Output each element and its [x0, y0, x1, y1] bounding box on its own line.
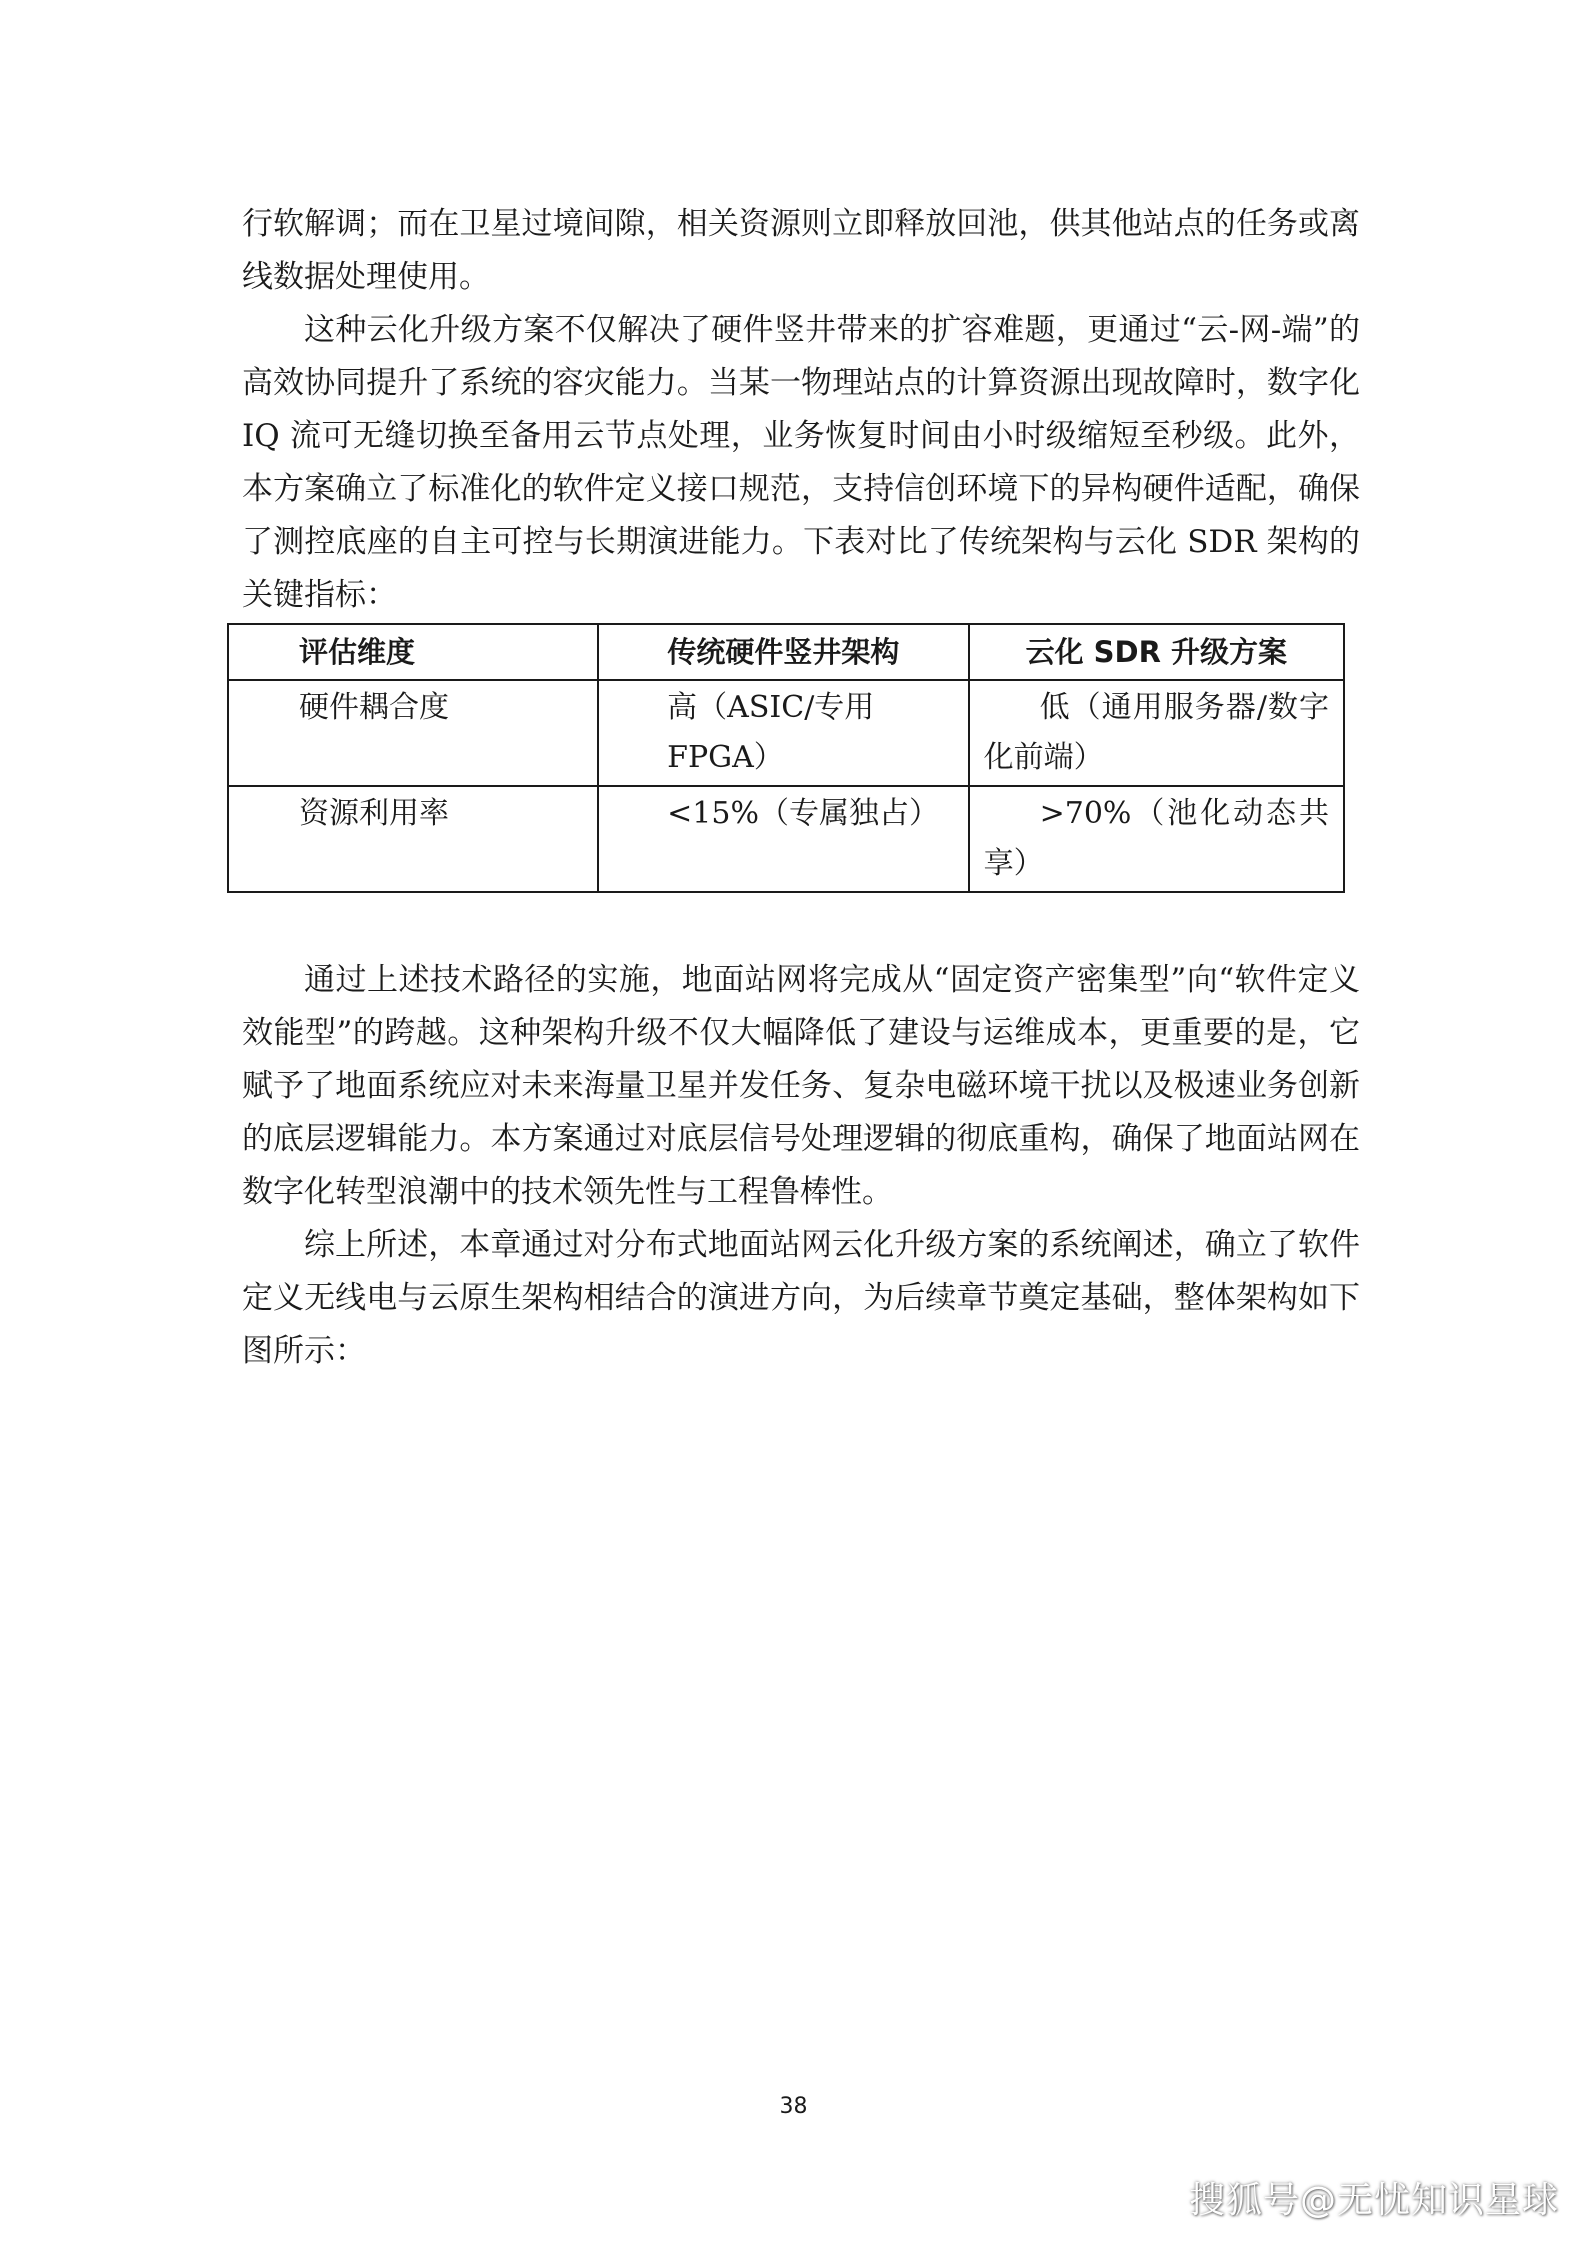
paragraph-summary: 综上所述，本章通过对分布式地面站网云化升级方案的系统阐述，确立了软件定义无线电与云原生架构相结合的演进方向，为后续章节奠定基础，整体架构如下图所示： — [242, 1227, 1360, 1369]
paragraph-continuation: 行软解调；而在卫星过境间隙，相关资源则立即释放回池，供其他站点的任务或离线数据处理使用。 — [242, 206, 1360, 295]
table-row — [228, 786, 1344, 892]
header-dimension: 评估维度 — [228, 624, 598, 680]
paragraph-technical-path: 通过上述技术路径的实施，地面站网将完成从“固定资产密集型”向“软件定义效能型”的跨越。这种架构升级不仅大幅降低了建设与运维成本，更重要的是，它赋予了地面系统应对未来海量卫星并发任务、复杂电磁环境干扰以及极速业务创新的底层逻辑能力。本方案通过对底层信号处理逻辑的彻底重构，确保了地面站网在数字化转型浪潮中的技术领先性与工程鲁棒性。 — [242, 962, 1360, 1210]
table-cell: 低（通用服务器/数字化前端） — [969, 680, 1344, 786]
body-text-top — [242, 198, 1360, 622]
paragraph-cloud-upgrade: 这种云化升级方案不仅解决了硬件竖井带来的扩容难题，更通过“云-网-端”的高效协同提升了系统的容灾能力。当某一物理站点的计算资源出现故障时，数字化 IQ 流可无缝切换至备用云节点处理，业务恢复时间由小时级缩短至秒级。此外，本方案确立了标准化的软件定义接口规范，支持信创环境下的异构硬件适配，确保了测控底座的自主可控与长期演进能力。下表对比了传统架构与云化 SDR 架构的关键指标： — [242, 312, 1360, 613]
body-text-bottom — [242, 954, 1360, 1378]
table-cell: <15%（专属独占） — [598, 786, 968, 892]
header-traditional: 传统硬件竖井架构 — [598, 624, 968, 680]
table-cell: 资源利用率 — [228, 786, 598, 892]
table-cell: >70%（池化动态共享） — [969, 786, 1344, 892]
comparison-table — [227, 623, 1345, 893]
table-row — [228, 680, 1344, 786]
table-cell: 硬件耦合度 — [228, 680, 598, 786]
header-cloud-sdr: 云化 SDR 升级方案 — [969, 624, 1344, 680]
table-cell: 高（ASIC/专用 FPGA） — [598, 680, 968, 786]
page-number: 38 — [779, 2094, 808, 2119]
table-header-row — [228, 624, 1344, 680]
watermark: 搜狐号@无忧知识星球 — [1188, 2180, 1559, 2221]
